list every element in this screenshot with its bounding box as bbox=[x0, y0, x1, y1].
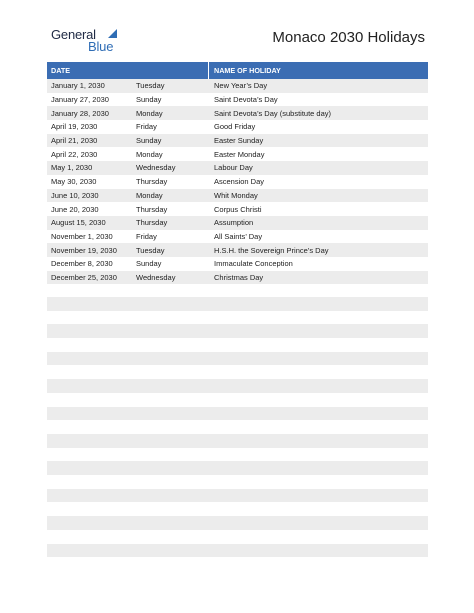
table-header bbox=[47, 62, 428, 79]
holiday-weekday: Sunday bbox=[136, 259, 162, 269]
generalblue-logo bbox=[51, 27, 121, 53]
empty-row bbox=[47, 434, 428, 448]
holiday-table bbox=[47, 62, 428, 284]
table-row bbox=[47, 106, 428, 120]
holiday-name: Whit Monday bbox=[214, 190, 258, 200]
table-row bbox=[47, 243, 428, 257]
holiday-name: Saint Devota’s Day bbox=[214, 95, 278, 105]
holiday-weekday: Thursday bbox=[136, 218, 168, 228]
holiday-name: Immaculate Conception bbox=[214, 259, 293, 269]
holiday-weekday: Sunday bbox=[136, 95, 162, 105]
holiday-date: January 27, 2030 bbox=[51, 95, 109, 105]
table-row bbox=[47, 134, 428, 148]
holiday-name: Assumption bbox=[214, 218, 254, 228]
holiday-name: Corpus Christi bbox=[214, 204, 262, 214]
table-row bbox=[47, 120, 428, 134]
table-row bbox=[47, 216, 428, 230]
table-row bbox=[47, 271, 428, 285]
table-row bbox=[47, 175, 428, 189]
empty-row bbox=[47, 544, 428, 558]
column-header-holiday: NAME OF HOLIDAY bbox=[214, 66, 281, 75]
holiday-date: April 22, 2030 bbox=[51, 149, 98, 159]
logo-text-general: General bbox=[51, 27, 96, 42]
table-row bbox=[47, 93, 428, 107]
column-header-date: DATE bbox=[47, 62, 209, 79]
holiday-date: April 21, 2030 bbox=[51, 136, 98, 146]
table-row bbox=[47, 161, 428, 175]
holiday-date: January 1, 2030 bbox=[51, 81, 105, 91]
holiday-weekday: Thursday bbox=[136, 177, 168, 187]
holiday-weekday: Monday bbox=[136, 149, 163, 159]
holiday-date: June 20, 2030 bbox=[51, 204, 99, 214]
holiday-name: Christmas Day bbox=[214, 272, 264, 282]
table-row bbox=[47, 202, 428, 216]
holiday-date: November 1, 2030 bbox=[51, 231, 113, 241]
empty-row bbox=[47, 516, 428, 530]
holiday-date: April 19, 2030 bbox=[51, 122, 98, 132]
holiday-weekday: Sunday bbox=[136, 136, 162, 146]
empty-row bbox=[47, 489, 428, 503]
holiday-date: December 8, 2030 bbox=[51, 259, 113, 269]
table-row bbox=[47, 79, 428, 93]
holiday-weekday: Friday bbox=[136, 231, 157, 241]
logo-text-blue: Blue bbox=[88, 39, 114, 54]
holiday-weekday: Monday bbox=[136, 108, 163, 118]
holiday-weekday: Tuesday bbox=[136, 245, 165, 255]
logo-triangle-icon bbox=[108, 29, 117, 38]
holiday-date: December 25, 2030 bbox=[51, 272, 117, 282]
table-row bbox=[47, 257, 428, 271]
empty-row bbox=[47, 379, 428, 393]
holiday-name: H.S.H. the Sovereign Prince’s Day bbox=[214, 245, 329, 255]
table-body bbox=[47, 79, 428, 284]
holiday-name: All Saints’ Day bbox=[214, 231, 263, 241]
table-row bbox=[47, 230, 428, 244]
holiday-weekday: Monday bbox=[136, 190, 163, 200]
empty-row bbox=[47, 297, 428, 311]
holiday-date: May 30, 2030 bbox=[51, 177, 97, 187]
holiday-date: November 19, 2030 bbox=[51, 245, 117, 255]
holiday-date: June 10, 2030 bbox=[51, 190, 99, 200]
empty-row bbox=[47, 324, 428, 338]
holiday-weekday: Tuesday bbox=[136, 81, 165, 91]
empty-row bbox=[47, 407, 428, 421]
holiday-date: August 15, 2030 bbox=[51, 218, 106, 228]
holiday-name: Good Friday bbox=[214, 122, 256, 132]
table-row bbox=[47, 147, 428, 161]
holiday-name: Labour Day bbox=[214, 163, 253, 173]
holiday-name: New Year’s Day bbox=[214, 81, 268, 91]
holiday-date: January 28, 2030 bbox=[51, 108, 109, 118]
holiday-date: May 1, 2030 bbox=[51, 163, 93, 173]
empty-row bbox=[47, 352, 428, 366]
holiday-name: Easter Monday bbox=[214, 149, 265, 159]
empty-row bbox=[47, 461, 428, 475]
holiday-weekday: Thursday bbox=[136, 204, 168, 214]
holiday-name: Saint Devota’s Day (substitute day) bbox=[214, 108, 332, 118]
holiday-weekday: Wednesday bbox=[136, 163, 176, 173]
holiday-name: Ascension Day bbox=[214, 177, 265, 187]
holiday-weekday: Friday bbox=[136, 122, 157, 132]
holiday-name: Easter Sunday bbox=[214, 136, 264, 146]
page-title: Monaco 2030 Holidays bbox=[272, 29, 425, 46]
holiday-weekday: Wednesday bbox=[136, 272, 176, 282]
table-row bbox=[47, 189, 428, 203]
